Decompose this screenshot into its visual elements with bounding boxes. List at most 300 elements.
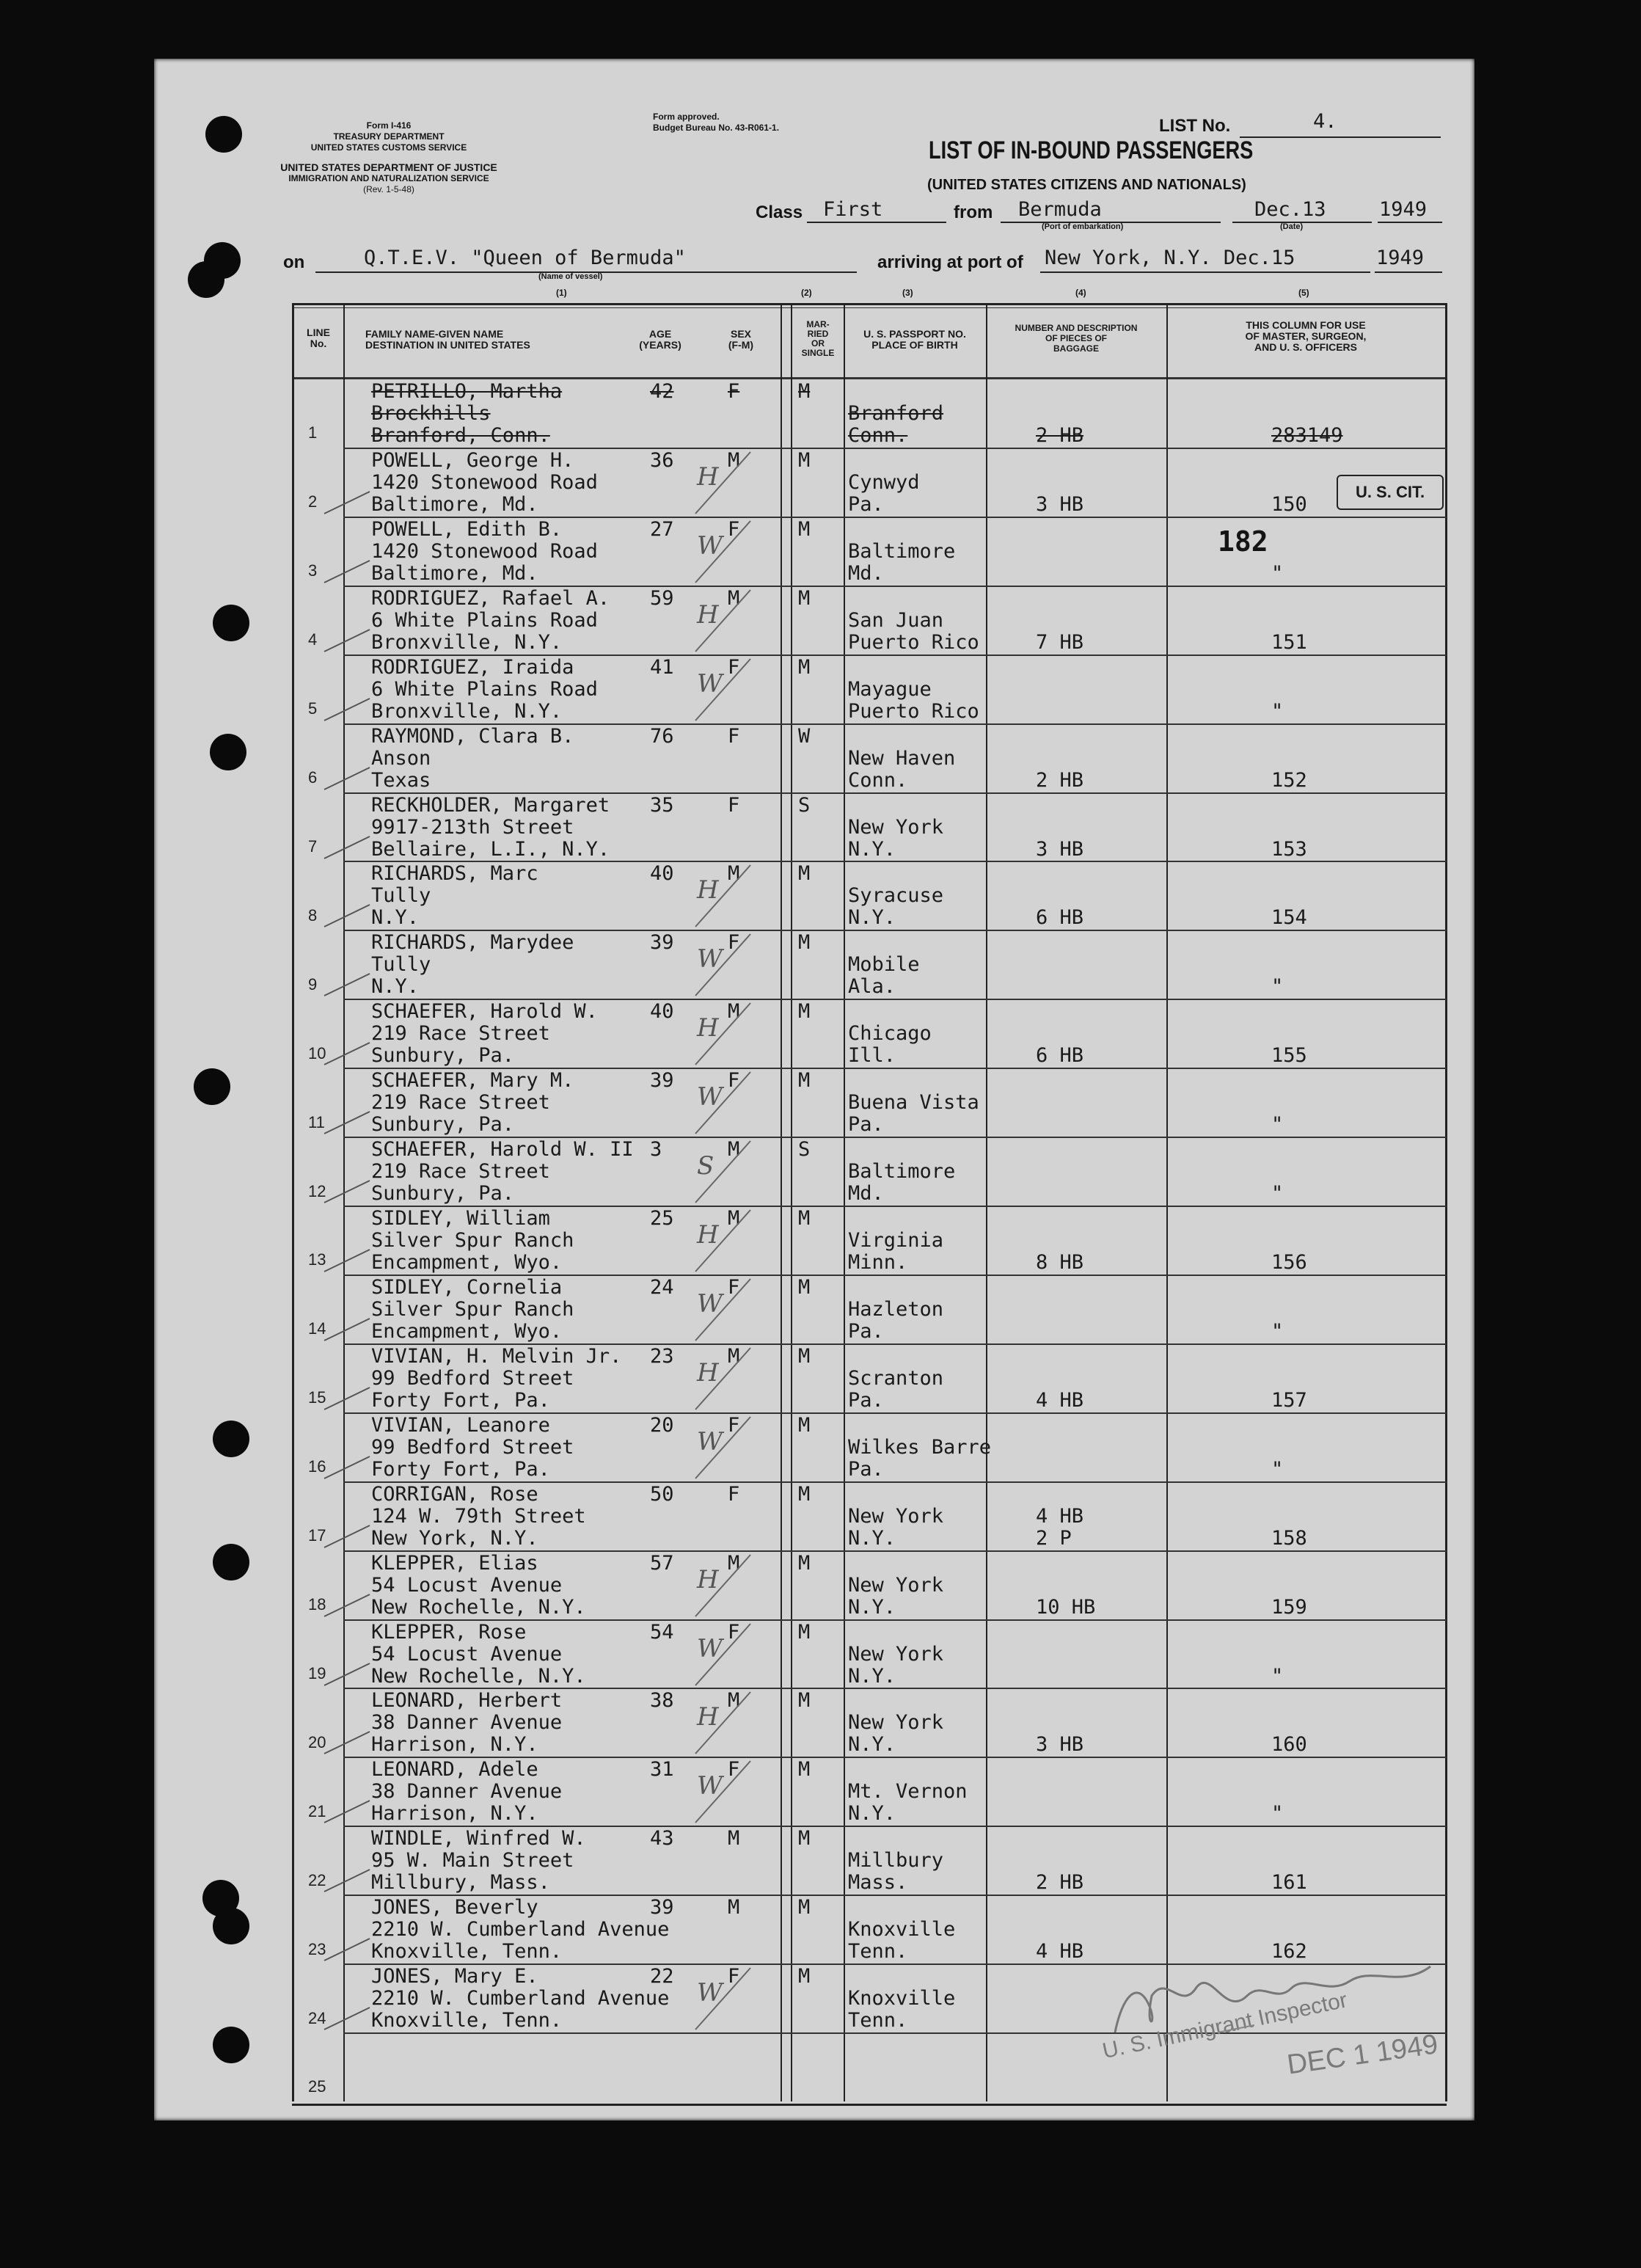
passenger-destination: N.Y. [371,975,420,999]
passenger-destination: 1420 Stonewood Road [371,539,598,563]
class-value: First [823,198,883,221]
from-label: from [954,203,993,222]
table-row [292,2032,1447,2101]
baggage: 3 HB [1036,492,1084,516]
passenger-name: RECKHOLDER, Margaret [371,793,610,817]
check-mark [321,1176,373,1206]
passenger-sex: F [728,1482,740,1506]
officer-number: 151 [1271,630,1307,654]
handwritten-slash [681,1552,769,1618]
passenger-sex: M [728,1689,740,1713]
marital-status: M [798,1482,811,1506]
passenger-destination: Sunbury, Pa. [371,1044,515,1068]
officer-number: 283149 [1271,424,1343,447]
table-row [292,448,1447,516]
place-of-birth: Baltimore [848,539,956,563]
baggage: 10 HB [1036,1595,1096,1619]
passenger-name: SCHAEFER, Mary M. [371,1069,574,1093]
officer-number: 157 [1271,1388,1307,1412]
passenger-name: SCHAEFER, Harold W. II [371,1138,634,1162]
passenger-destination: 38 Danner Avenue [371,1780,563,1804]
place-of-birth: N.Y. [848,837,896,861]
col-header-sex: SEX (F-M) [728,328,754,351]
table-row [292,1275,1447,1343]
officer-number: " [1271,699,1284,723]
handwritten-slash [681,1276,769,1342]
passenger-sex: F [728,793,740,817]
passenger-sex: M [728,1896,740,1919]
place-of-birth: Conn. [848,424,908,447]
passenger-age: 54 [650,1620,674,1644]
marital-status: M [798,862,811,886]
handwritten-mark: W [697,944,723,974]
passenger-name: SCHAEFER, Harold W. [371,1000,598,1024]
passenger-age: 40 [650,862,674,886]
place-of-birth: Virginia [848,1229,944,1252]
passenger-name: JONES, Mary E. [371,1965,538,1988]
customs-service: UNITED STATES CUSTOMS SERVICE [310,142,467,153]
place-of-birth: Pa. [848,492,884,516]
passenger-destination: N.Y. [371,906,420,930]
table-row [292,1826,1447,1894]
passenger-name: RICHARDS, Marydee [371,931,574,955]
marital-status: M [798,448,811,472]
handwritten-mark: W [697,1633,723,1663]
table-row [292,723,1447,792]
inspector-date: DEC 1 1949 [1285,2029,1440,2081]
passenger-destination: Knoxville, Tenn. [371,1940,563,1963]
line-number: 12 [308,1181,326,1200]
place-of-birth: N.Y. [848,1733,896,1757]
binder-hole [188,261,224,298]
table-row [292,654,1447,723]
passenger-destination: 219 Race Street [371,1091,550,1115]
marital-status: M [798,1069,811,1093]
table-row [292,586,1447,654]
passenger-name: POWELL, Edith B. [371,517,563,541]
passenger-age: 31 [650,1758,674,1782]
passenger-age: 43 [650,1827,674,1851]
passenger-name: RODRIGUEZ, Iraida [371,655,574,679]
handwritten-slash [681,1621,769,1687]
officer-number: 150 [1271,492,1307,516]
place-of-birth: Tenn. [848,1940,908,1963]
marital-status: M [798,1275,811,1299]
arrival-year: 1949 [1376,247,1425,269]
table-row [292,1206,1447,1274]
passenger-age: 41 [650,655,674,679]
line-number: 25 [308,2077,326,2096]
passenger-sex: M [728,1000,740,1024]
handwritten-slash [681,1965,769,2031]
table-row [292,1412,1447,1481]
passenger-age: 24 [650,1275,674,1299]
place-of-birth: N.Y. [848,906,896,930]
place-of-birth: N.Y. [848,1526,896,1550]
passenger-destination: 38 Danner Avenue [371,1711,563,1735]
passenger-age: 59 [650,586,674,610]
check-mark [321,969,373,999]
list-no-label: LIST No. [1159,116,1231,136]
place-of-birth: Branford [848,402,944,425]
line-number: 8 [308,905,318,925]
passenger-age: 23 [650,1344,674,1368]
vessel-name: Q.T.E.V. "Queen of Bermuda" [364,247,686,269]
passenger-destination: Texas [371,768,431,792]
passenger-destination: Brockhills [371,402,491,425]
officer-number: " [1271,1182,1284,1206]
passenger-destination: Sunbury, Pa. [371,1182,515,1206]
table-row [292,1481,1447,1550]
baggage: 2 HB [1036,1871,1084,1895]
handwritten-slash [681,656,769,722]
handwritten-mark: W [697,530,723,561]
passenger-age: 42 [650,380,674,403]
place-of-birth: Pa. [848,1457,884,1481]
line-number: 22 [308,1870,326,1889]
embark-date: Dec.13 [1254,198,1326,221]
form-approved: Form approved. [653,112,720,122]
check-mark [321,1452,373,1481]
inspector-stamp: U. S. Immigrant Inspector [1100,1988,1350,2064]
passenger-age: 25 [650,1207,674,1230]
passenger-destination: Silver Spur Ranch [371,1297,574,1321]
handwritten-slash [681,1000,769,1066]
place-of-birth: Minn. [848,1251,908,1275]
line-number: 18 [308,1595,326,1614]
handwritten-mark: W [697,668,723,699]
passenger-destination: 2210 W. Cumberland Avenue [371,1918,670,1941]
check-mark [321,1659,373,1688]
place-of-birth: Ill. [848,1044,896,1068]
passenger-name: SIDLEY, William [371,1207,550,1230]
check-mark [321,1314,373,1343]
handwritten-slash [681,1414,769,1480]
vessel-caption: (Name of vessel) [538,272,603,281]
check-mark [321,1245,373,1275]
passenger-name: VIVIAN, Leanore [371,1413,550,1437]
table-row [292,379,1447,447]
marital-status: M [798,586,811,610]
check-mark [321,1521,373,1550]
table-row [292,1688,1447,1756]
inspector-signature [1108,1952,1452,2040]
passenger-name: RODRIGUEZ, Rafael A. [371,586,610,610]
line-number: 21 [308,1801,326,1820]
binder-hole [213,1421,249,1457]
form-number: Form I-416 [366,120,412,131]
col-header-married: MAR- RIED OR SINGLE [801,319,835,358]
embark-year: 1949 [1379,198,1428,221]
col-header-age: AGE (YEARS) [639,328,681,351]
arrival-port-date: New York, N.Y. Dec.15 [1045,247,1295,269]
check-mark [321,487,373,517]
baggage: 8 HB [1036,1251,1084,1275]
place-of-birth: Knoxville [848,1987,956,2010]
line-number: 2 [308,492,318,511]
place-of-birth: Md. [848,1182,884,1206]
col-header-name: FAMILY NAME-GIVEN NAME DESTINATION IN UNITED STATES [365,328,530,351]
check-mark [321,625,373,654]
place-of-birth: N.Y. [848,1802,896,1826]
form-info-block [279,120,499,195]
check-mark [321,1796,373,1826]
marital-status: M [798,1965,811,1988]
check-mark [321,1107,373,1137]
passenger-sex: M [728,1138,740,1162]
marital-status: M [798,517,811,541]
passenger-sex: M [728,1827,740,1851]
baggage: 3 HB [1036,1733,1084,1757]
place-of-birth: Millbury [848,1849,944,1873]
binder-hole [205,116,242,153]
passenger-destination: Forty Fort, Pa. [371,1388,550,1412]
marital-status: M [798,1758,811,1782]
passenger-destination: New Rochelle, N.Y. [371,1664,586,1688]
handwritten-slash [681,518,769,584]
baggage: 2 HB [1036,424,1084,447]
baggage: 7 HB [1036,630,1084,654]
check-mark [321,1038,373,1068]
port-of-embarkation-caption: (Port of embarkation) [1042,222,1124,231]
handwritten-mark: H [697,462,719,492]
handwritten-slash [681,1207,769,1273]
passenger-name: RAYMOND, Clara B. [371,724,574,748]
marital-status: M [798,931,811,955]
place-of-birth: San Juan [848,608,944,632]
line-number: 13 [308,1250,326,1269]
officer-number: 160 [1271,1733,1307,1757]
table-row [292,1757,1447,1825]
col-header-officers: THIS COLUMN FOR USE OF MASTER, SURGEON, AND U. S. OFFICERS [1245,319,1367,353]
officer-number: 152 [1271,768,1307,792]
check-mark [321,1383,373,1412]
check-mark [321,2003,373,2032]
passenger-age: 20 [650,1413,674,1437]
passenger-sex: F [728,517,740,541]
passenger-destination: New York, N.Y. [371,1526,538,1550]
place-of-birth: Pa. [848,1388,884,1412]
line-number: 14 [308,1319,326,1338]
place-of-birth: Tenn. [848,2009,908,2032]
passenger-name: POWELL, George H. [371,448,574,472]
on-label: on [283,252,305,272]
baggage: 4 HB [1036,1504,1084,1528]
place-of-birth: Cynwyd [848,470,920,494]
passenger-destination: Branford, Conn. [371,424,550,447]
passenger-destination: Encampment, Wyo. [371,1319,563,1343]
naturalization-service: IMMIGRATION AND NATURALIZATION SERVICE [288,173,489,183]
handwritten-mark: H [697,1702,719,1732]
passenger-count: 182 [1218,525,1268,558]
passenger-sex: F [728,655,740,679]
handwritten-mark: H [697,875,719,905]
check-mark [321,900,373,930]
handwritten-mark: W [697,1082,723,1112]
officer-number: " [1271,975,1284,999]
passenger-age: 40 [650,1000,674,1024]
handwritten-mark: W [697,1288,723,1319]
column-number: (3) [902,288,913,298]
passenger-destination: 99 Bedford Street [371,1366,574,1390]
table-row [292,792,1447,861]
passenger-name: RICHARDS, Marc [371,862,538,886]
place-of-birth: New York [848,1642,944,1666]
table-row [292,1137,1447,1205]
marital-status: M [798,1620,811,1644]
passenger-sex: M [728,1551,740,1575]
check-mark [321,556,373,586]
baggage: 2 HB [1036,768,1084,792]
officer-number: " [1271,1113,1284,1137]
passenger-sex: F [728,380,740,403]
line-number: 3 [308,561,318,580]
officer-number: 155 [1271,1044,1307,1068]
binder-hole [213,1908,249,1944]
list-no-value: 4. [1313,110,1337,133]
passenger-age: 39 [650,1069,674,1093]
place-of-birth: Puerto Rico [848,630,979,654]
place-of-birth: Buena Vista [848,1091,979,1115]
place-of-birth: New York [848,815,944,839]
marital-status: M [798,655,811,679]
line-number: 15 [308,1388,326,1407]
line-number: 16 [308,1457,326,1476]
passenger-sex: F [728,1275,740,1299]
passenger-sex: M [728,862,740,886]
place-of-birth: N.Y. [848,1664,896,1688]
passenger-destination: Bronxville, N.Y. [371,699,563,723]
passenger-destination: New Rochelle, N.Y. [371,1595,586,1619]
place-of-birth: Mayague [848,677,932,701]
arriving-label: arriving at port of [877,252,1023,272]
baggage: 4 HB [1036,1388,1084,1412]
place-of-birth: Mobile [848,953,920,977]
baggage: 2 P [1036,1526,1072,1550]
us-citizen-stamp: U. S. CIT. [1337,475,1444,510]
place-of-birth: Mass. [848,1871,908,1895]
line-number: 4 [308,630,318,649]
officer-number: " [1271,561,1284,585]
passenger-sex: F [728,931,740,955]
place-of-birth: Hazleton [848,1297,944,1321]
passenger-sex: F [728,1069,740,1093]
handwritten-slash [681,1138,769,1204]
check-mark [321,832,373,861]
from-value: Bermuda [1018,198,1102,221]
handwritten-slash [681,587,769,653]
passenger-destination: Baltimore, Md. [371,492,538,516]
line-number: 11 [308,1112,325,1131]
officer-number: " [1271,1664,1284,1688]
passenger-destination: Millbury, Mass. [371,1871,550,1895]
table-row [292,999,1447,1067]
place-of-birth: New York [848,1711,944,1735]
col-header-line-no: LINE No. [307,327,330,349]
place-of-birth: Ala. [848,975,896,999]
passenger-name: JONES, Beverly [371,1896,538,1919]
passenger-age: 57 [650,1551,674,1575]
passenger-sex: F [728,1620,740,1644]
passenger-sex: F [728,724,740,748]
passenger-destination: 54 Locust Avenue [371,1573,563,1597]
check-mark [321,763,373,792]
line-number: 20 [308,1732,326,1751]
handwritten-slash [681,1345,769,1411]
passenger-destination: Forty Fort, Pa. [371,1457,550,1481]
line-number: 23 [308,1939,326,1958]
passenger-name: SIDLEY, Cornelia [371,1275,563,1299]
place-of-birth: New Haven [848,746,956,770]
passenger-age: 50 [650,1482,674,1506]
passenger-age: 22 [650,1965,674,1988]
place-of-birth: New York [848,1504,944,1528]
document-title: LIST OF IN-BOUND PASSENGERS [929,136,1254,164]
table-row [292,930,1447,998]
col-header-passport: U. S. PASSPORT NO. PLACE OF BIRTH [863,328,966,351]
baggage: 4 HB [1036,1940,1084,1963]
form-revision: (Rev. 1-5-48) [363,184,414,194]
marital-status: S [798,793,811,817]
column-number: (5) [1298,288,1309,298]
column-number: (1) [556,288,567,298]
handwritten-slash [681,1758,769,1824]
date-caption: (Date) [1280,222,1304,231]
handwritten-slash [681,931,769,997]
passenger-destination: Knoxville, Tenn. [371,2009,563,2032]
table-row [292,1343,1447,1412]
officer-number: 161 [1271,1871,1307,1895]
place-of-birth: Pa. [848,1113,884,1137]
passenger-destination: Tully [371,953,431,977]
place-of-birth: Chicago [848,1022,932,1046]
passenger-sex: M [728,1344,740,1368]
passenger-name: LEONARD, Herbert [371,1689,563,1713]
place-of-birth: Conn. [848,768,908,792]
passenger-destination: 95 W. Main Street [371,1849,574,1873]
binder-hole [194,1068,230,1105]
passenger-destination: 219 Race Street [371,1022,550,1046]
class-label: Class [756,203,803,222]
officer-number: 153 [1271,837,1307,861]
check-mark [321,1590,373,1619]
table-row [292,861,1447,929]
table-row [292,1068,1447,1136]
officer-number: " [1271,1457,1284,1481]
officer-number: 156 [1271,1251,1307,1275]
passenger-name: KLEPPER, Elias [371,1551,538,1575]
document-subtitle: (UNITED STATES CITIZENS AND NATIONALS) [927,177,1246,193]
passenger-age: 39 [650,1896,674,1919]
passenger-destination: 99 Bedford Street [371,1435,574,1459]
handwritten-mark: H [697,1357,719,1388]
officer-number: 158 [1271,1526,1307,1550]
handwritten-slash [681,862,769,928]
passenger-name: CORRIGAN, Rose [371,1482,538,1506]
place-of-birth: Puerto Rico [848,699,979,723]
column-number: (2) [801,288,812,298]
passenger-destination: 9917-213th Street [371,815,574,839]
marital-status: W [798,724,811,748]
form-approval [653,112,779,134]
passenger-destination: 54 Locust Avenue [371,1642,563,1666]
place-of-birth: Baltimore [848,1160,956,1184]
line-number: 6 [308,767,318,787]
place-of-birth: Knoxville [848,1918,956,1941]
passenger-destination: Sunbury, Pa. [371,1113,515,1137]
place-of-birth: Md. [848,561,884,585]
officer-number: 162 [1271,1940,1307,1963]
